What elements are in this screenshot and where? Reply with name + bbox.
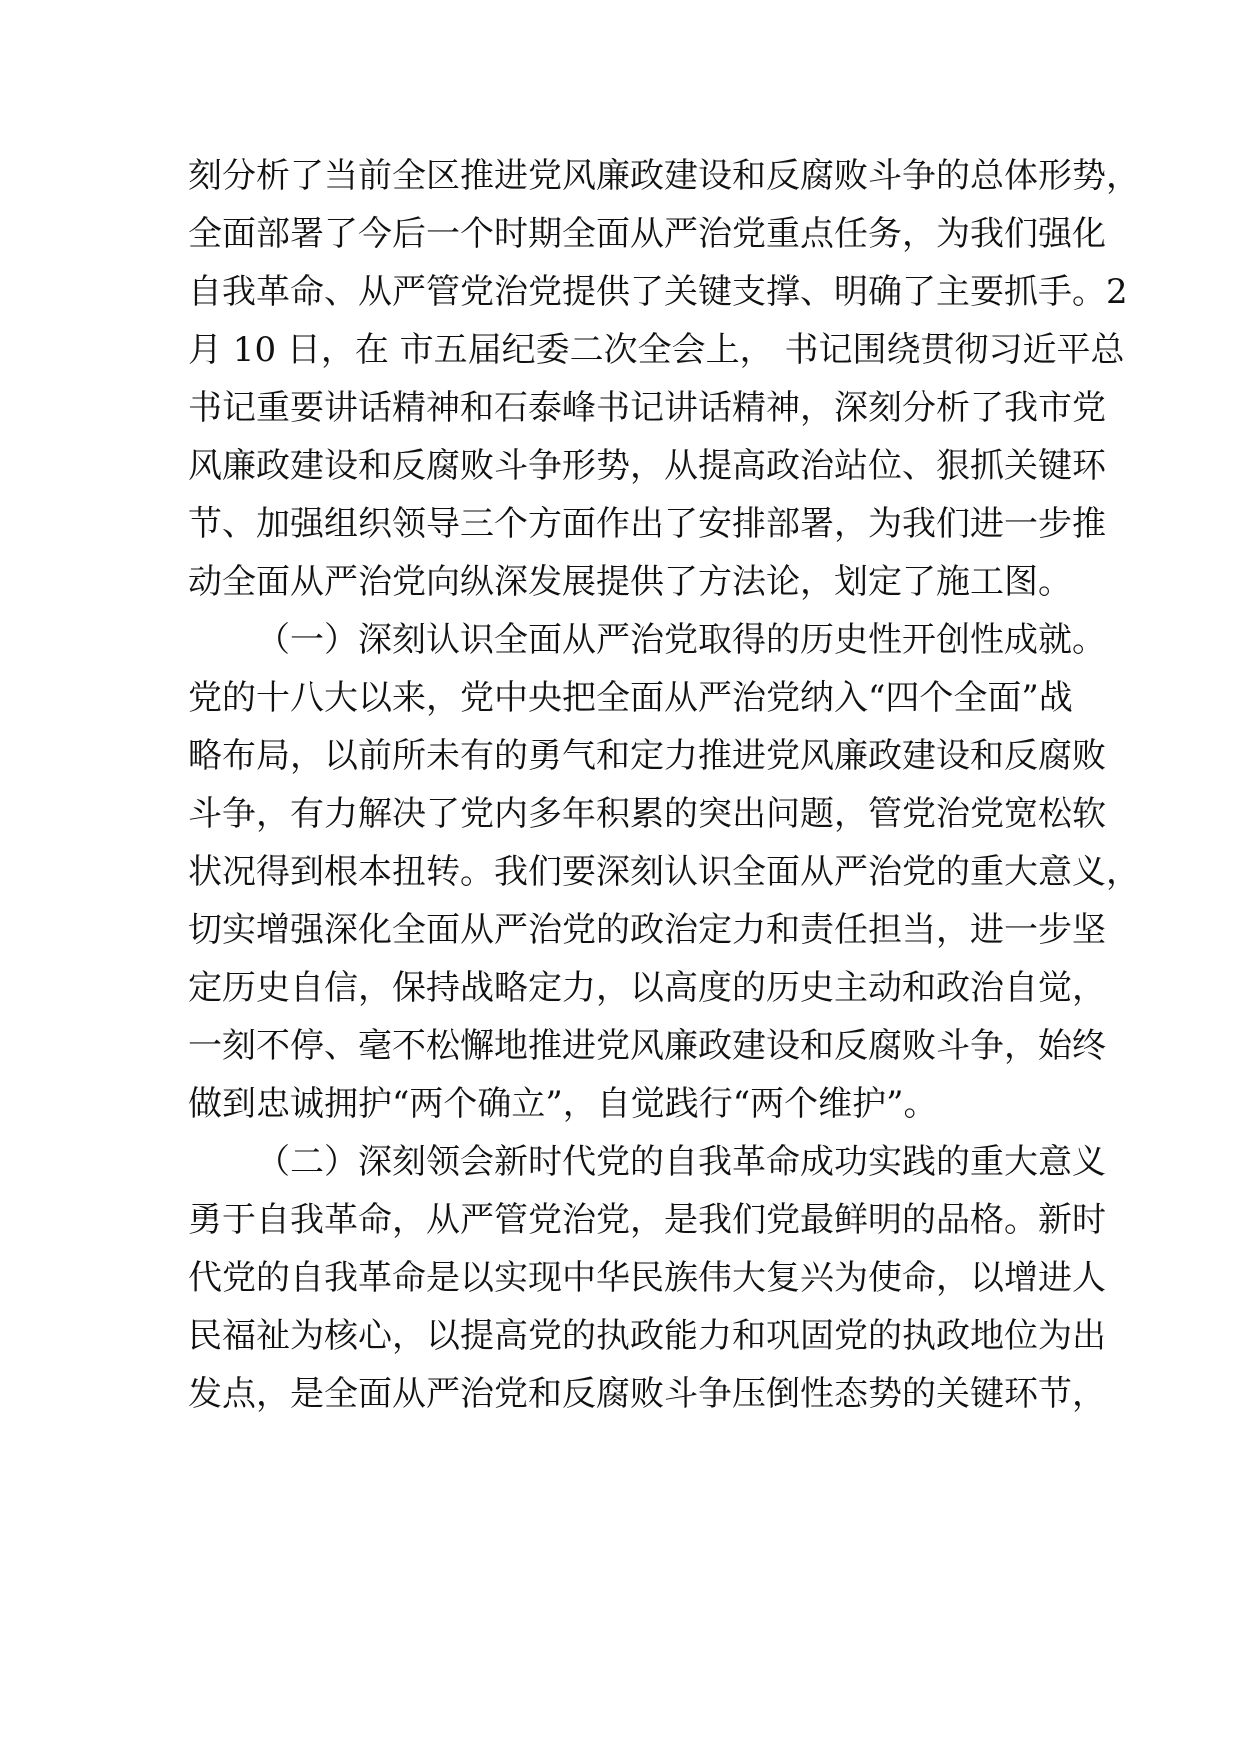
text-line: 切实增强深化全面从严治党的政治定力和责任担当，进一步坚 <box>188 910 1106 950</box>
text-line: 风廉政建设和反腐败斗争形势，从提高政治站位、狠抓关键环 <box>188 446 1106 486</box>
text-line: 一刻不停、毫不松懈地推进党风廉政建设和反腐败斗争，始终 <box>188 1026 1106 1066</box>
text-line: 自我革命、从严管党治党提供了关键支撑、明确了主要抓手。2 <box>188 272 1128 312</box>
text-line: 状况得到根本扭转。我们要深刻认识全面从严治党的重大意义， <box>188 852 1140 892</box>
text-line: 定历史自信，保持战略定力，以高度的历史主动和政治自觉， <box>188 968 1106 1008</box>
text-line: 勇于自我革命，从严管党治党，是我们党最鲜明的品格。新时 <box>188 1200 1106 1240</box>
text-line: 节、加强组织领导三个方面作出了安排部署，为我们进一步推 <box>188 504 1106 544</box>
text-line: 全面部署了今后一个时期全面从严治党重点任务，为我们强化 <box>188 214 1106 254</box>
text-line: 党的十八大以来，党中央把全面从严治党纳入“四个全面”战 <box>188 678 1073 718</box>
text-line: 书记重要讲话精神和石泰峰书记讲话精神，深刻分析了我市党 <box>188 388 1106 428</box>
text-line: 发点，是全面从严治党和反腐败斗争压倒性态势的关键环节， <box>188 1374 1106 1414</box>
section-heading: （二）深刻领会新时代党的自我革命成功实践的重大意义 <box>256 1142 1106 1182</box>
text-line: 动全面从严治党向纵深发展提供了方法论，划定了施工图。 <box>188 562 1072 602</box>
text-line: 斗争，有力解决了党内多年积累的突出问题，管党治党宽松软 <box>188 794 1106 834</box>
text-line: 略布局，以前所未有的勇气和定力推进党风廉政建设和反腐败 <box>188 736 1106 776</box>
text-line: 民福祉为核心，以提高党的执政能力和巩固党的执政地位为出 <box>188 1316 1106 1356</box>
text-line: 代党的自我革命是以实现中华民族伟大复兴为使命，以增进人 <box>188 1258 1106 1298</box>
text-line: 刻分析了当前全区推进党风廉政建设和反腐败斗争的总体形势， <box>188 156 1140 196</box>
section-heading: （一）深刻认识全面从严治党取得的历史性开创性成就。 <box>256 620 1106 660</box>
text-line: 做到忠诚拥护“两个确立”，自觉践行“两个维护”。 <box>188 1084 938 1124</box>
text-line: 月 10 日，在 市五届纪委二次全会上， 书记围绕贯彻习近平总 <box>188 330 1125 370</box>
